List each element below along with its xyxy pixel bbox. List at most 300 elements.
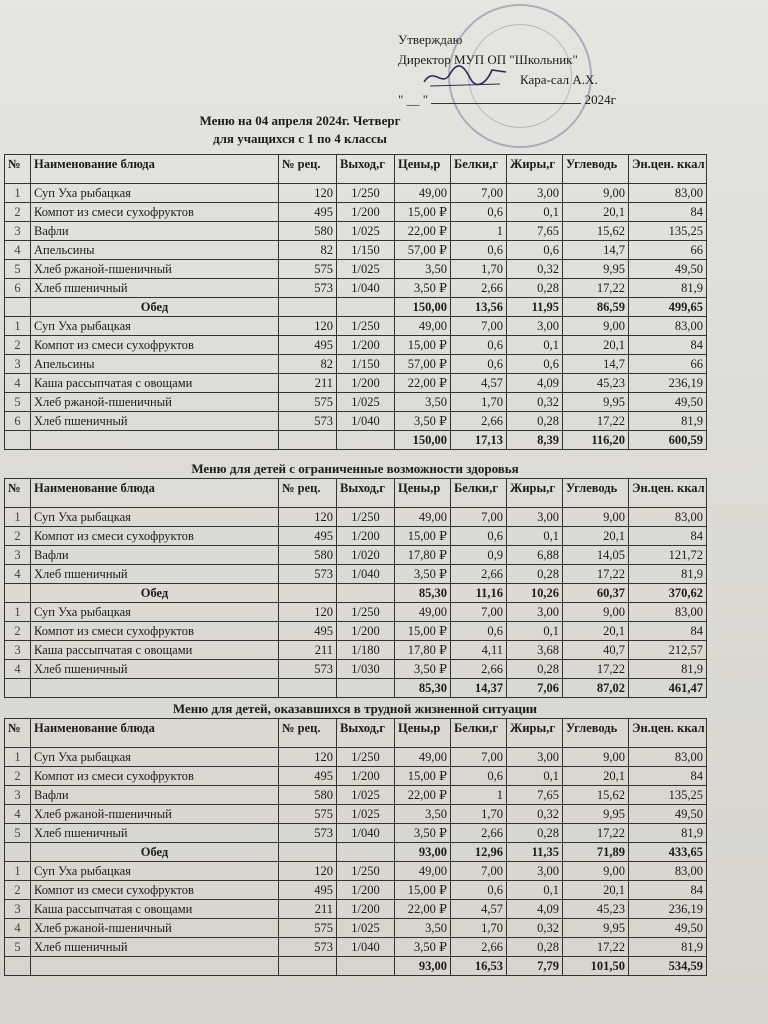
- table-cell: 81,9: [629, 279, 707, 298]
- table-cell: 17,80 ₽: [395, 546, 451, 565]
- table-cell: 82: [279, 355, 337, 374]
- lunch-label: Обед: [31, 843, 279, 862]
- table-cell: 6: [5, 412, 31, 431]
- table-cell: Хлеб пшеничный: [31, 824, 279, 843]
- table-cell: Хлеб ржаной-пшеничный: [31, 260, 279, 279]
- table-cell: 4: [5, 565, 31, 584]
- table-cell: 3: [5, 546, 31, 565]
- table-cell: 3,00: [507, 603, 563, 622]
- approval-line-1: Утверждаю: [398, 32, 463, 47]
- table-cell: 83,00: [629, 184, 707, 203]
- column-header: Наименование блюда: [31, 719, 279, 748]
- table-cell: 49,50: [629, 919, 707, 938]
- table-cell: 0,32: [507, 805, 563, 824]
- total-cell: 7,06: [507, 679, 563, 698]
- total-row: [5, 431, 707, 450]
- table-cell: 81,9: [629, 660, 707, 679]
- table-cell: 2,66: [451, 565, 507, 584]
- table-row: [5, 748, 707, 767]
- table-cell: 17,22: [563, 660, 629, 679]
- table-cell: 81,9: [629, 824, 707, 843]
- menu-table-difficult: [4, 718, 707, 976]
- director-signature: [420, 62, 510, 90]
- table-cell: 83,00: [629, 603, 707, 622]
- date-blank-line: [431, 103, 581, 104]
- table-cell: 2: [5, 527, 31, 546]
- table-row: [5, 862, 707, 881]
- table-cell: 5: [5, 393, 31, 412]
- table-cell: 2,66: [451, 279, 507, 298]
- table-cell: 9,00: [563, 748, 629, 767]
- table-cell: 580: [279, 546, 337, 565]
- table-cell: 3,00: [507, 317, 563, 336]
- table-cell: 4: [5, 805, 31, 824]
- table-cell: 84: [629, 767, 707, 786]
- empty-cell: [5, 584, 31, 603]
- table-cell: 495: [279, 767, 337, 786]
- table-cell: 120: [279, 748, 337, 767]
- menu-title: [150, 112, 450, 148]
- empty-cell: [337, 298, 395, 317]
- table-cell: 120: [279, 603, 337, 622]
- table-row: [5, 786, 707, 805]
- total-cell: 11,95: [507, 298, 563, 317]
- total-cell: 8,39: [507, 431, 563, 450]
- table-cell: 17,22: [563, 279, 629, 298]
- table-row: [5, 660, 707, 679]
- table-cell: 3,00: [507, 748, 563, 767]
- total-cell: 60,37: [563, 584, 629, 603]
- empty-cell: [279, 843, 337, 862]
- table-cell: 495: [279, 881, 337, 900]
- table-cell: 1/030: [337, 660, 395, 679]
- table-cell: 1,70: [451, 393, 507, 412]
- table-cell: Суп Уха рыбацкая: [31, 317, 279, 336]
- empty-cell: [337, 679, 395, 698]
- empty-cell: [337, 431, 395, 450]
- empty-cell: [31, 431, 279, 450]
- table-cell: Каша рассыпчатая с овощами: [31, 641, 279, 660]
- table-cell: 1/200: [337, 527, 395, 546]
- table-cell: 135,25: [629, 222, 707, 241]
- table-cell: 20,1: [563, 881, 629, 900]
- table-cell: 1/020: [337, 546, 395, 565]
- menu-table-health: [4, 478, 707, 698]
- table-row: [5, 412, 707, 431]
- approval-line-3: Кара-сал А.Х.: [520, 72, 598, 87]
- column-header: Выход,г: [337, 719, 395, 748]
- table-cell: 9,95: [563, 393, 629, 412]
- table-row: [5, 260, 707, 279]
- table-cell: 84: [629, 527, 707, 546]
- table-cell: 1/250: [337, 862, 395, 881]
- table-cell: 1: [5, 862, 31, 881]
- table-cell: Компот из смеси сухофруктов: [31, 881, 279, 900]
- empty-cell: [5, 679, 31, 698]
- table-cell: 2: [5, 622, 31, 641]
- table-cell: 573: [279, 412, 337, 431]
- table-cell: 2,66: [451, 660, 507, 679]
- column-header: Белки,г: [451, 719, 507, 748]
- table-cell: 0,6: [451, 203, 507, 222]
- table-cell: 3: [5, 222, 31, 241]
- column-header: Белки,г: [451, 155, 507, 184]
- table-cell: 9,00: [563, 862, 629, 881]
- total-cell: 17,13: [451, 431, 507, 450]
- table-cell: 9,95: [563, 260, 629, 279]
- table-cell: 575: [279, 260, 337, 279]
- table-cell: 0,1: [507, 881, 563, 900]
- table-cell: 17,22: [563, 824, 629, 843]
- column-header: Цены,р: [395, 155, 451, 184]
- table-cell: 1/025: [337, 260, 395, 279]
- table-cell: Компот из смеси сухофруктов: [31, 767, 279, 786]
- table-cell: 66: [629, 241, 707, 260]
- table-cell: 20,1: [563, 527, 629, 546]
- table-cell: 0,28: [507, 565, 563, 584]
- table-cell: 4,57: [451, 900, 507, 919]
- column-header: Наименование блюда: [31, 155, 279, 184]
- table-cell: 573: [279, 565, 337, 584]
- table-cell: 7,65: [507, 222, 563, 241]
- table-cell: 15,00 ₽: [395, 881, 451, 900]
- table-cell: 1/040: [337, 565, 395, 584]
- table-cell: Хлеб ржаной-пшеничный: [31, 919, 279, 938]
- table-cell: 3,00: [507, 184, 563, 203]
- table-cell: 9,95: [563, 919, 629, 938]
- table-cell: 3,50 ₽: [395, 660, 451, 679]
- table-cell: 14,7: [563, 355, 629, 374]
- empty-cell: [5, 843, 31, 862]
- table-cell: 1/180: [337, 641, 395, 660]
- table-cell: 83,00: [629, 317, 707, 336]
- total-row: [5, 679, 707, 698]
- column-header: № рец.: [279, 719, 337, 748]
- section-title-health: Меню для детей с ограниченные возможности здоровья: [191, 461, 519, 476]
- table-cell: 7,00: [451, 603, 507, 622]
- table-cell: 45,23: [563, 900, 629, 919]
- table-cell: 1/040: [337, 824, 395, 843]
- table-cell: 57,00 ₽: [395, 241, 451, 260]
- table-cell: 2,66: [451, 824, 507, 843]
- table-cell: 57,00 ₽: [395, 355, 451, 374]
- table-cell: 3,50: [395, 919, 451, 938]
- table-cell: 20,1: [563, 203, 629, 222]
- lunch-label: Обед: [31, 584, 279, 603]
- total-cell: 85,30: [395, 584, 451, 603]
- total-cell: 7,79: [507, 957, 563, 976]
- table-cell: 7,65: [507, 786, 563, 805]
- table-cell: Хлеб ржаной-пшеничный: [31, 805, 279, 824]
- empty-cell: [31, 957, 279, 976]
- table-cell: 236,19: [629, 374, 707, 393]
- table-cell: 1/025: [337, 805, 395, 824]
- table-cell: 0,32: [507, 393, 563, 412]
- table-cell: 9,00: [563, 317, 629, 336]
- table-cell: 3: [5, 786, 31, 805]
- table-cell: 1: [5, 184, 31, 203]
- table-cell: 580: [279, 222, 337, 241]
- table-cell: 1/025: [337, 222, 395, 241]
- table-cell: 7,00: [451, 862, 507, 881]
- table-cell: 1/200: [337, 900, 395, 919]
- table-cell: 211: [279, 641, 337, 660]
- total-row: [5, 584, 707, 603]
- table-cell: 7,00: [451, 317, 507, 336]
- total-row: [5, 957, 707, 976]
- total-cell: 13,56: [451, 298, 507, 317]
- table-cell: 0,6: [451, 881, 507, 900]
- table-cell: 120: [279, 508, 337, 527]
- table-cell: 4,09: [507, 374, 563, 393]
- approval-year: 2024г: [584, 92, 616, 107]
- table-cell: 120: [279, 317, 337, 336]
- table-cell: 22,00 ₽: [395, 222, 451, 241]
- total-cell: 101,50: [563, 957, 629, 976]
- table-cell: 3,50 ₽: [395, 565, 451, 584]
- table-cell: 20,1: [563, 767, 629, 786]
- column-header: Эн.цен. ккал: [629, 719, 707, 748]
- table-cell: 1/250: [337, 508, 395, 527]
- empty-cell: [279, 679, 337, 698]
- total-cell: 116,20: [563, 431, 629, 450]
- table-cell: 17,22: [563, 565, 629, 584]
- table-row: [5, 546, 707, 565]
- table-cell: 17,22: [563, 938, 629, 957]
- table-cell: 0,28: [507, 412, 563, 431]
- table-cell: 1/150: [337, 355, 395, 374]
- table-row: [5, 508, 707, 527]
- total-cell: 71,89: [563, 843, 629, 862]
- empty-cell: [279, 298, 337, 317]
- table-cell: 49,00: [395, 748, 451, 767]
- empty-cell: [279, 431, 337, 450]
- table-cell: Апельсины: [31, 241, 279, 260]
- table-cell: 15,00 ₽: [395, 336, 451, 355]
- table-cell: 573: [279, 938, 337, 957]
- table-cell: 0,28: [507, 824, 563, 843]
- table-cell: 5: [5, 938, 31, 957]
- table-cell: 1/250: [337, 184, 395, 203]
- table-cell: 121,72: [629, 546, 707, 565]
- table-row: [5, 767, 707, 786]
- table-cell: 0,32: [507, 260, 563, 279]
- total-row: [5, 298, 707, 317]
- table-cell: 0,6: [451, 767, 507, 786]
- table-cell: 15,00 ₽: [395, 203, 451, 222]
- table-cell: 3,50 ₽: [395, 824, 451, 843]
- table-cell: 0,6: [451, 241, 507, 260]
- table-row: [5, 336, 707, 355]
- table-cell: 573: [279, 824, 337, 843]
- table-cell: 7,00: [451, 508, 507, 527]
- table-cell: 4,09: [507, 900, 563, 919]
- column-header: №: [5, 155, 31, 184]
- total-cell: 86,59: [563, 298, 629, 317]
- empty-cell: [279, 957, 337, 976]
- table-cell: 83,00: [629, 748, 707, 767]
- table-cell: 3: [5, 900, 31, 919]
- total-cell: 87,02: [563, 679, 629, 698]
- table-row: [5, 184, 707, 203]
- empty-cell: [337, 957, 395, 976]
- column-header: Жиры,г: [507, 155, 563, 184]
- table-row: [5, 900, 707, 919]
- table-cell: 14,7: [563, 241, 629, 260]
- column-header: № рец.: [279, 155, 337, 184]
- table-cell: 7,00: [451, 748, 507, 767]
- total-cell: 14,37: [451, 679, 507, 698]
- table-cell: 2,66: [451, 412, 507, 431]
- table-row: [5, 641, 707, 660]
- table-cell: 3,68: [507, 641, 563, 660]
- column-header: Белки,г: [451, 479, 507, 508]
- table-cell: 49,00: [395, 184, 451, 203]
- total-cell: 93,00: [395, 843, 451, 862]
- table-row: [5, 527, 707, 546]
- total-cell: 12,96: [451, 843, 507, 862]
- table-cell: Суп Уха рыбацкая: [31, 748, 279, 767]
- table-cell: 83,00: [629, 862, 707, 881]
- table-cell: 22,00 ₽: [395, 374, 451, 393]
- table-cell: Компот из смеси сухофруктов: [31, 336, 279, 355]
- table-cell: 495: [279, 622, 337, 641]
- approval-date-prefix: " __ ": [398, 92, 429, 107]
- table-cell: 3: [5, 641, 31, 660]
- table-cell: 1: [5, 748, 31, 767]
- table-cell: 15,00 ₽: [395, 527, 451, 546]
- column-header: Жиры,г: [507, 479, 563, 508]
- table-row: [5, 222, 707, 241]
- total-cell: 370,62: [629, 584, 707, 603]
- table-cell: 1/250: [337, 317, 395, 336]
- total-cell: 461,47: [629, 679, 707, 698]
- table-cell: Вафли: [31, 546, 279, 565]
- total-cell: 16,53: [451, 957, 507, 976]
- table-cell: 0,1: [507, 336, 563, 355]
- menu-table-grades-1-4: [4, 154, 707, 450]
- empty-cell: [5, 431, 31, 450]
- table-cell: 1/250: [337, 603, 395, 622]
- table-cell: 20,1: [563, 622, 629, 641]
- table-cell: Хлеб пшеничный: [31, 565, 279, 584]
- table-cell: 84: [629, 336, 707, 355]
- table-cell: 3,00: [507, 862, 563, 881]
- approval-line-2: Директор МУП ОП "Школьник": [398, 52, 578, 67]
- table-cell: 17,22: [563, 412, 629, 431]
- table-cell: 0,1: [507, 767, 563, 786]
- section-title-difficult: Меню для детей, оказавшихся в трудной жизненной ситуации: [172, 701, 538, 716]
- table-row: [5, 241, 707, 260]
- total-cell: 93,00: [395, 957, 451, 976]
- table-cell: 575: [279, 919, 337, 938]
- column-header: Эн.цен. ккал: [629, 155, 707, 184]
- table-cell: 22,00 ₽: [395, 786, 451, 805]
- total-cell: 534,59: [629, 957, 707, 976]
- table-cell: 22,00 ₽: [395, 900, 451, 919]
- empty-cell: [5, 298, 31, 317]
- table-cell: 1: [5, 317, 31, 336]
- total-cell: 499,65: [629, 298, 707, 317]
- column-header: Выход,г: [337, 479, 395, 508]
- column-header: №: [5, 479, 31, 508]
- column-header: Жиры,г: [507, 719, 563, 748]
- table-cell: 0,6: [507, 241, 563, 260]
- table-cell: 1: [451, 786, 507, 805]
- table-cell: 211: [279, 374, 337, 393]
- table-cell: 82: [279, 241, 337, 260]
- table-cell: 3,50 ₽: [395, 279, 451, 298]
- table-cell: 0,32: [507, 919, 563, 938]
- table-cell: 1/150: [337, 241, 395, 260]
- empty-cell: [337, 584, 395, 603]
- table-cell: 3,00: [507, 508, 563, 527]
- table-cell: 14,05: [563, 546, 629, 565]
- table-cell: 4: [5, 660, 31, 679]
- total-cell: 11,35: [507, 843, 563, 862]
- table-cell: 4: [5, 374, 31, 393]
- table-cell: 2: [5, 881, 31, 900]
- table-row: [5, 374, 707, 393]
- lunch-label: Обед: [31, 298, 279, 317]
- table-cell: 1/250: [337, 748, 395, 767]
- table-cell: 66: [629, 355, 707, 374]
- table-cell: 1: [5, 508, 31, 527]
- table-cell: 3,50: [395, 805, 451, 824]
- column-header: Выход,г: [337, 155, 395, 184]
- table-cell: 1/025: [337, 919, 395, 938]
- total-row: [5, 843, 707, 862]
- table-cell: 15,00 ₽: [395, 622, 451, 641]
- table-cell: 0,28: [507, 660, 563, 679]
- table-cell: 0,6: [451, 355, 507, 374]
- table-cell: 4,57: [451, 374, 507, 393]
- table-cell: Хлеб пшеничный: [31, 279, 279, 298]
- empty-cell: [31, 679, 279, 698]
- table-cell: 0,28: [507, 279, 563, 298]
- table-cell: 0,9: [451, 546, 507, 565]
- table-cell: 1/200: [337, 881, 395, 900]
- empty-cell: [279, 584, 337, 603]
- table-cell: 1: [5, 603, 31, 622]
- table-cell: 135,25: [629, 786, 707, 805]
- header-row: [5, 719, 707, 748]
- table-cell: 575: [279, 393, 337, 412]
- table-cell: Хлеб пшеничный: [31, 938, 279, 957]
- total-cell: 150,00: [395, 298, 451, 317]
- table-cell: 2: [5, 203, 31, 222]
- table-row: [5, 603, 707, 622]
- table-cell: 20,1: [563, 336, 629, 355]
- table-cell: 211: [279, 900, 337, 919]
- table-cell: 3,50 ₽: [395, 938, 451, 957]
- table-cell: 0,1: [507, 622, 563, 641]
- table-row: [5, 203, 707, 222]
- table-cell: 49,00: [395, 508, 451, 527]
- table-cell: 573: [279, 660, 337, 679]
- header-row: [5, 155, 707, 184]
- table-cell: 1/025: [337, 393, 395, 412]
- table-cell: 40,7: [563, 641, 629, 660]
- column-header: Углеводь: [563, 479, 629, 508]
- table-cell: 81,9: [629, 938, 707, 957]
- table-row: [5, 824, 707, 843]
- table-cell: 3,50: [395, 260, 451, 279]
- table-cell: 236,19: [629, 900, 707, 919]
- table-cell: 0,1: [507, 527, 563, 546]
- table-cell: 212,57: [629, 641, 707, 660]
- table-cell: 2: [5, 767, 31, 786]
